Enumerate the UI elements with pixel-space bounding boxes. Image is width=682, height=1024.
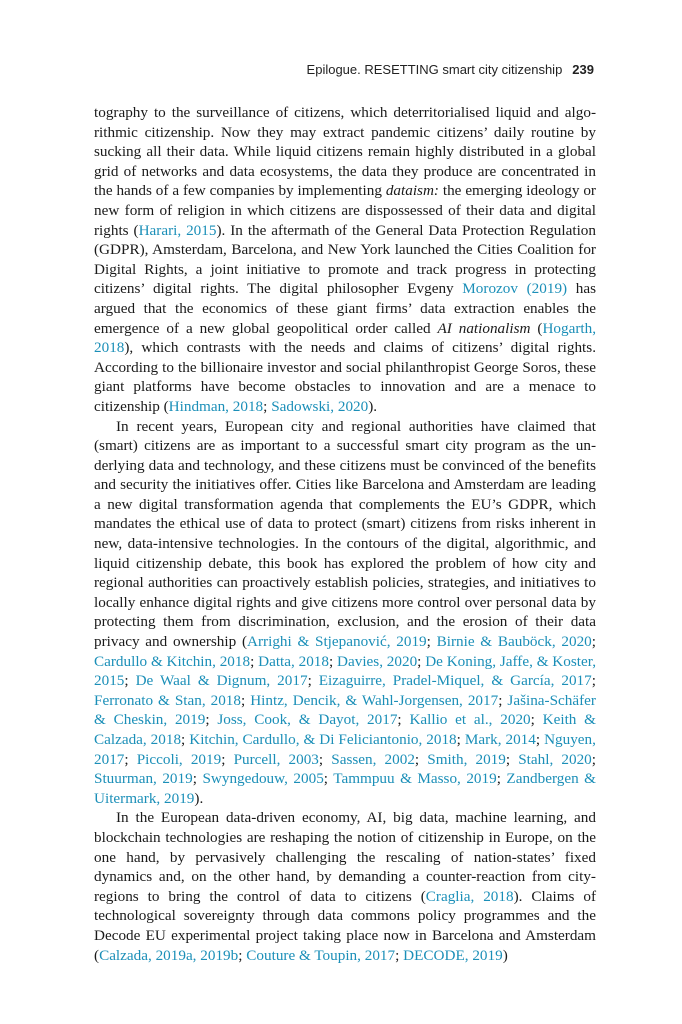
text-run: ; <box>591 633 596 651</box>
citation-link[interactable]: Purcell, 2003 <box>233 750 319 768</box>
text-run: ; <box>124 750 137 768</box>
citation-link[interactable]: Nguyen, 2017 <box>94 731 596 768</box>
text-run: ; <box>395 946 404 964</box>
text-run: ; <box>417 652 426 670</box>
citation-link[interactable]: Hogarth, 2018 <box>94 319 597 357</box>
text-run: ; <box>535 731 545 748</box>
citation-link[interactable]: De Waal & Dignum, 2017 <box>135 672 308 690</box>
running-title: Epilogue. RESETTING smart city citizenship <box>306 62 563 77</box>
emphasis-text: dataism: <box>385 182 439 200</box>
citation-link[interactable]: Davies, 2020 <box>337 652 418 670</box>
text-run: ; <box>505 750 519 768</box>
text-run: ; <box>221 750 234 768</box>
citation-link[interactable]: DECODE, 2019 <box>403 946 503 964</box>
text-run: ; <box>181 731 190 748</box>
text-run: ; <box>498 691 508 709</box>
citation-link[interactable]: Craglia, 2018 <box>425 887 514 905</box>
citation-link[interactable]: Couture & Toupin, 2017 <box>246 946 396 964</box>
citation-link[interactable]: Ferronato & Stan, 2018 <box>94 691 241 709</box>
text-run: ; <box>426 633 437 651</box>
text-run: ; <box>496 770 507 788</box>
running-header <box>307 62 594 77</box>
text-run: ( <box>530 319 543 337</box>
citation-link[interactable]: Jašina-Schäfer & Cheskin, 2019 <box>94 691 596 729</box>
paragraph-2 <box>94 417 596 809</box>
citation-link[interactable]: Sadowski, 2020 <box>271 397 369 415</box>
text-run: ), which contrasts with the needs and claims of citizens’ digital rights. According to the billionaire investor and social philanthropist George Soros, these giant platforms have become obstacles to innovation and are a menace to citizenship ( <box>94 339 596 415</box>
citation-link[interactable]: Piccoli, 2019 <box>136 750 222 768</box>
citation-link[interactable]: Kallio et al., 2020 <box>409 711 531 729</box>
citation-link[interactable]: Kitchin, Cardullo, & Di Feliciantonio, 2018 <box>189 731 457 748</box>
text-run: ; <box>323 770 334 788</box>
text-run: ; <box>397 711 410 729</box>
citation-link[interactable]: Sassen, 2002 <box>331 750 415 768</box>
text-run: ; <box>238 946 247 964</box>
paragraph-3 <box>94 808 596 965</box>
citation-link[interactable]: Stahl, 2020 <box>518 750 592 768</box>
text-run: the emerging ideology or new form of religion in which citizens are dispossessed of their data and digital rights ( <box>94 182 596 239</box>
text-run: In recent years, European city and regional authorities have claimed that (smart) citizens are as important to a successful smart city program as the underlying data and technology, and these citizens must be convinced of the benefits and security the initiatives offer. Cities like Barcelona and Amsterdam are leading a new digital transformation agenda that complements the EU’s GDPR, which mandates the ethical use of data to protect (smart) citizens from risks inherent in new, data-intensive technologies. In the contours of the digital, algorithmic, and liquid citizenship debate, this book has explored the problem of how city and regional authorities can proactively establish policies, strategies, and initiatives to locally enhance digital rights and give citizens more control over personal data by protecting them from discrimination, exclusion, and the erosion of their data privacy and ownership ( <box>94 417 596 651</box>
citation-link[interactable]: Birnie & Bauböck, 2020 <box>436 633 592 651</box>
text-run: ; <box>192 770 203 788</box>
citation-link[interactable]: Smith, 2019 <box>427 750 506 768</box>
citation-link[interactable]: Swyngedouw, 2005 <box>202 770 324 788</box>
citation-link[interactable]: Stuurman, 2019 <box>94 770 193 788</box>
citation-link[interactable]: Tammpuu & Masso, 2019 <box>333 770 497 788</box>
text-run: ; <box>307 672 319 690</box>
citation-link[interactable]: Calzada, 2019a, 2019b <box>99 946 239 964</box>
citation-link[interactable]: Zandbergen & Uitermark, 2019 <box>94 770 596 807</box>
citation-link[interactable]: Mark, 2014 <box>464 731 536 748</box>
text-run: ; <box>591 750 596 768</box>
paragraph-1 <box>94 103 596 417</box>
citation-link[interactable]: Hintz, Dencik, & Wahl-Jorgensen, 2017 <box>250 691 499 709</box>
text-run: ; <box>328 652 338 670</box>
citation-link[interactable]: Cardullo & Kitchin, 2018 <box>94 652 251 670</box>
body-text <box>94 103 596 965</box>
citation-link[interactable]: Keith & Calzada, 2018 <box>94 711 596 748</box>
citation-link[interactable]: Hindman, 2018 <box>168 397 264 415</box>
text-run: In the European data-driven economy, AI, big data, machine learning, and blockchain technologies are reshaping the notion of citizenship in Europe, on the one hand, by pervasively challenging the rescaling of nation-states’ fixed dynamics and, on the other hand, by demanding a counter-reaction from city-regions to bring the control of data to citizens ( <box>94 809 596 905</box>
text-run: ). <box>368 397 378 415</box>
citation-link[interactable]: De Koning, Jaffe, & Koster, 2015 <box>94 652 596 690</box>
text-run: ) <box>502 946 508 964</box>
citation-link[interactable]: Morozov (2019) <box>462 280 568 298</box>
citation-link[interactable]: Harari, 2015 <box>138 221 217 239</box>
text-run: ). <box>194 789 204 807</box>
text-run: ; <box>318 750 332 768</box>
text-run: ; <box>205 711 218 729</box>
emphasis-text: AI nationalism <box>437 319 531 337</box>
page-number: 239 <box>572 62 594 77</box>
text-run: has argued that the economics of these giant firms’ data extraction enables the emergence of a new global geopolitical order called <box>94 280 597 337</box>
text-run: ; <box>263 397 272 415</box>
text-run: ). Claims of technological sovereignty through data commons policy programmes and the Decode EU experimental project taking place now in Barcelona and Amsterdam ( <box>94 887 597 964</box>
text-run: ; <box>591 672 596 690</box>
text-run: tography to the surveillance of citizens, which deterritorialised liquid and algorithmic citizenship. Now they may extract pandemic citizens’ daily routine by sucking all their data. While liquid citizens remain highly distributed in a global grid of networks and data ecosystems, the data they produce are concentrated in the hands of a few companies by implementing <box>94 104 596 200</box>
text-run: ; <box>414 750 428 768</box>
citation-link[interactable]: Joss, Cook, & Dayot, 2017 <box>217 711 398 729</box>
text-run: ). In the aftermath of the General Data Protection Regulation (GDPR), Amsterdam, Barcelona, and New York launched the Cities Coalition for Digital Rights, a joint initiative to promote and track progress in protecting citizens’ digital rights. The digital philosopher Evgeny <box>94 221 596 298</box>
citation-link[interactable]: Arrighi & Stjepanović, 2019 <box>247 633 427 651</box>
citation-link[interactable]: Eizaguirre, Pradel-Miquel, & García, 2017 <box>318 672 592 690</box>
citation-link[interactable]: Datta, 2018 <box>258 652 329 670</box>
text-run: ; <box>124 672 136 690</box>
text-run: ; <box>250 652 259 670</box>
text-run: ; <box>530 711 543 729</box>
text-run: ; <box>456 731 465 748</box>
text-run: ; <box>240 691 251 709</box>
